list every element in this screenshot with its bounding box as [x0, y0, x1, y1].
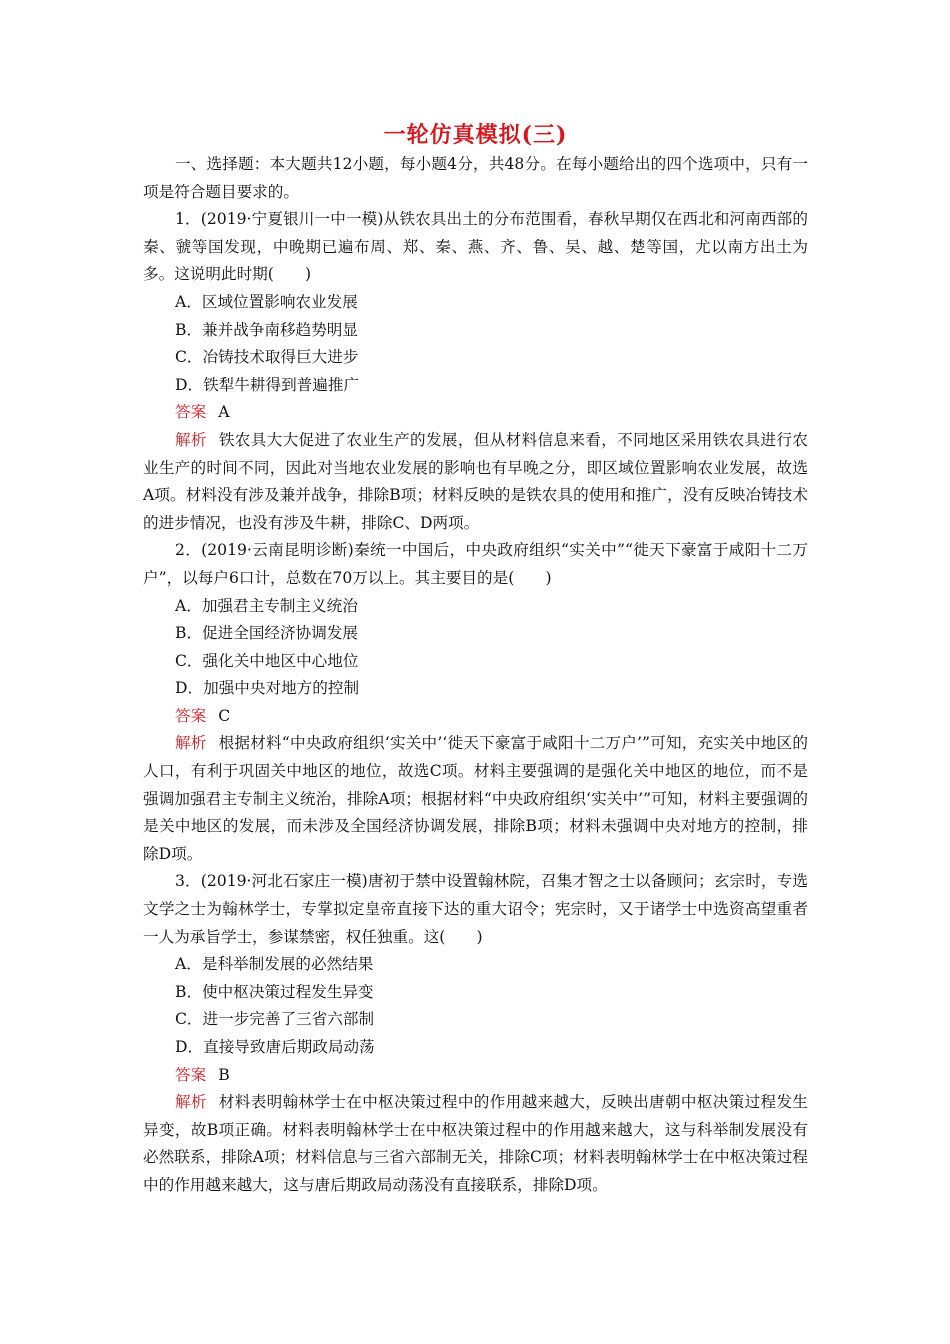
question-stem: 1．(2019·宁夏银川一中一模)从铁农具出土的分布范围看，春秋早期仅在西北和河南西部的秦、虢等国发现，中晚期已遍布周、郑、秦、燕、齐、鲁、吴、越、楚等国，尤以南方出土为多。这说明此时期( ) [143, 210, 808, 284]
option-a: A．区域位置影响农业发展 [175, 292, 358, 311]
analysis-text: 材料表明翰林学士在中枢决策过程中的作用越来越大，反映出唐朝中枢决策过程发生异变，故B项正确。材料表明翰林学士在中枢决策过程中的作用越来越大，这与科举制发展没有必然联系，排除A项；材料信息与三省六部制无关，排除C项；材料表明翰林学士在中枢决策过程中的作用越来越大，这与唐后期政局动荡没有直接联系，排除D项。 [143, 1093, 808, 1194]
answer-value: A [218, 403, 230, 422]
option-d: D．加强中央对地方的控制 [175, 679, 360, 698]
option-d: D．直接导致唐后期政局动荡 [175, 1038, 375, 1056]
answer-line [143, 703, 808, 731]
answer-tag: 答案 [175, 403, 207, 422]
option-a: A．是科举制发展的必然结果 [175, 955, 374, 974]
option-b: B．促进全国经济协调发展 [175, 624, 358, 643]
analysis-tag: 解析 [175, 734, 207, 753]
option-c: C．进一步完善了三省六部制 [175, 1010, 375, 1029]
question-3 [143, 868, 808, 1199]
page-title: 一轮仿真模拟(三) [383, 122, 568, 148]
analysis-text: 铁农具大大促进了农业生产的发展，但从材料信息来看，不同地区采用铁农具进行农业生产的时间不同，因此对当地农业发展的影响也有早晚之分，即区域位置影响农业发展，故选A项。材料没有涉及兼并战争，排除B项；材料反映的是铁农具的使用和推广，没有反映冶铸技术的进步情况，也没有涉及牛耕，排除C、D两项。 [143, 430, 808, 532]
analysis-text: 根据材料“中央政府组织‘实关中’‘徙天下豪富于咸阳十二万户’”可知，充实关中地区的人口，有利于巩固关中地区的地位，故选C项。材料主要强调的是强化关中地区的地位，而不是强调加强君主专制主义统治，排除A项；根据材料“中央政府组织‘实关中’”可知，材料主要强调的是关中地区的发展，而未涉及全国经济协调发展，排除B项；材料未强调中央对地方的控制，排除D项。 [143, 734, 808, 863]
answer-line [143, 399, 808, 427]
question-2 [143, 537, 808, 868]
option-d: D．铁犁牛耕得到普遍推广 [175, 375, 360, 394]
analysis-tag: 解析 [175, 1093, 207, 1112]
answer-value: C [218, 706, 231, 725]
option-c: C．强化关中地区中心地位 [175, 651, 359, 670]
option-a: A．加强君主专制主义统治 [175, 596, 358, 615]
answer-line [143, 1062, 808, 1090]
option-b: B．使中枢决策过程发生异变 [175, 982, 374, 1001]
question-stem: 3．(2019·河北石家庄一模)唐初于禁中设置翰林院，召集才智之士以备顾问；玄宗时，专选文学之士为翰林学士，专掌拟定皇帝直接下达的重大诏令；宪宗时，又于诸学士中选资高望重者一人为承旨学士，参谋禁密，权任独重。这( ) [143, 872, 808, 946]
option-b: B．兼并战争南移趋势明显 [175, 320, 358, 339]
section-intro: 一、选择题：本大题共12小题，每小题4分，共48分。在每小题给出的四个选项中，只有一项是符合题目要求的。 [143, 155, 808, 201]
question-stem: 2．(2019·云南昆明诊断)秦统一中国后，中央政府组织“实关中”“徙天下豪富于咸阳十二万户”，以每户6口计，总数在70万以上。其主要目的是( ) [143, 541, 808, 587]
answer-tag: 答案 [175, 1065, 207, 1084]
analysis-paragraph [143, 427, 808, 537]
document-page [143, 118, 808, 1200]
answer-tag: 答案 [175, 706, 207, 725]
answer-value: B [218, 1065, 230, 1084]
analysis-paragraph [143, 1089, 808, 1199]
analysis-paragraph [143, 730, 808, 868]
question-1 [143, 206, 808, 537]
analysis-tag: 解析 [175, 430, 207, 449]
option-c: C．冶铸技术取得巨大进步 [175, 348, 359, 367]
